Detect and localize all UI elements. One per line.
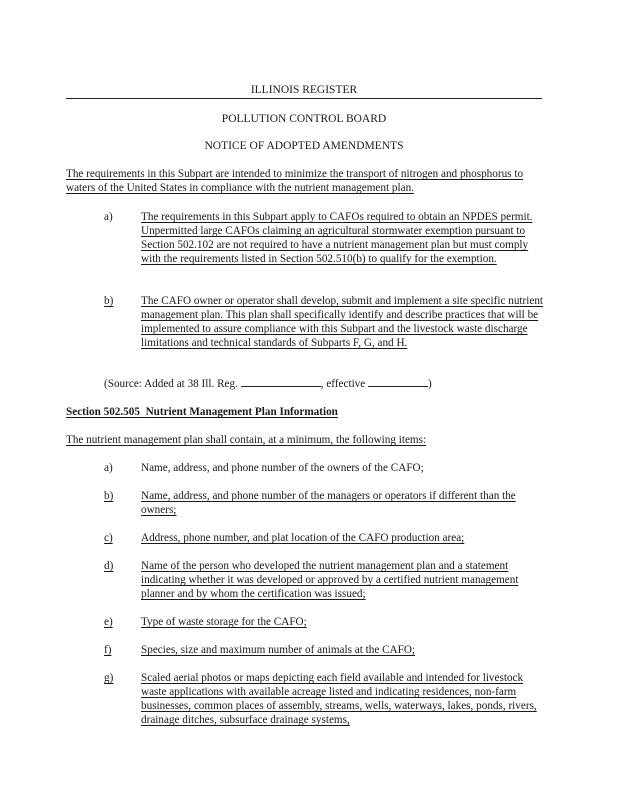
board-header: POLLUTION CONTROL BOARD	[221, 113, 387, 125]
subpart-intro-paragraph: The requirements in this Subpart are intended to minimize the transport of nitrogen and phosphorus to waters of the United States in compliance with the nutrient management plan.	[66, 168, 524, 195]
info-item-f-label: f)	[104, 644, 112, 656]
info-item-g-text: Scaled aerial photos or maps depicting each field available and intended for livestock waste applications with available acreage listed and indicating residences, non-farm businesses, common places of assembly, streams, wells, waterways, lakes, ponds, rivers, drainage ditches, subsurface drainage systems,	[141, 672, 537, 727]
source-prefix: (Source: Added at 38 Ill. Reg.	[104, 378, 238, 390]
item-b-label: b)	[104, 295, 114, 307]
section-number: Section 502.505	[66, 406, 140, 418]
info-item-f-text: Species, size and maximum number of animals at the CAFO;	[141, 644, 416, 656]
info-item-a-text: Name, address, and phone number of the owners of the CAFO;	[141, 462, 424, 474]
info-item-d-text: Name of the person who developed the nutrient management plan and a statement indicating whether it was developed or approved by a certified nutrient management planner and by whom the certification was issued;	[141, 560, 519, 601]
info-item-c-text: Address, phone number, and plat location of the CAFO production area;	[141, 532, 465, 544]
info-item-g-label: g)	[104, 672, 114, 684]
register-header: ILLINOIS REGISTER	[250, 84, 358, 96]
source-effective: , effective	[320, 378, 366, 390]
notice-header: NOTICE OF ADOPTED AMENDMENTS	[204, 140, 404, 152]
source-date-blank	[368, 375, 428, 387]
info-item-b-label: b)	[104, 490, 114, 502]
source-volume-blank	[241, 375, 321, 387]
item-a-text: The requirements in this Subpart apply to CAFOs required to obtain an NPDES permit. Unpermitted large CAFOs claiming an agricultural stormwater exemption pursuant to Section 502.102 are not required to have a nutrient management plan but must comply with the requirements listed in Section 502.510(b) to qualify for the exemption.	[141, 211, 533, 266]
info-item-a-label: a)	[104, 462, 113, 474]
section-title: Nutrient Management Plan Information	[145, 406, 338, 418]
header-rule	[66, 98, 542, 99]
item-a-label: a)	[104, 211, 113, 223]
info-item-b-text: Name, address, and phone number of the managers or operators if different than the owners;	[141, 490, 516, 517]
item-b-text: The CAFO owner or operator shall develop, submit and implement a site specific nutrient management plan. This plan shall specifically identify and describe practices that will be implemented to assure compliance with this Subpart and the livestock waste discharge limitations and technical standards of Subparts F, G, and H.	[141, 295, 544, 350]
source-note	[104, 375, 544, 391]
info-item-c-label: c)	[104, 532, 113, 544]
info-item-e-label: e)	[104, 616, 113, 628]
source-suffix: )	[428, 378, 432, 390]
section-intro: The nutrient management plan shall contain, at a minimum, the following items:	[66, 434, 427, 446]
section-heading	[66, 405, 338, 419]
info-item-d-label: d)	[104, 560, 114, 572]
info-item-e-text: Type of waste storage for the CAFO;	[141, 616, 307, 628]
